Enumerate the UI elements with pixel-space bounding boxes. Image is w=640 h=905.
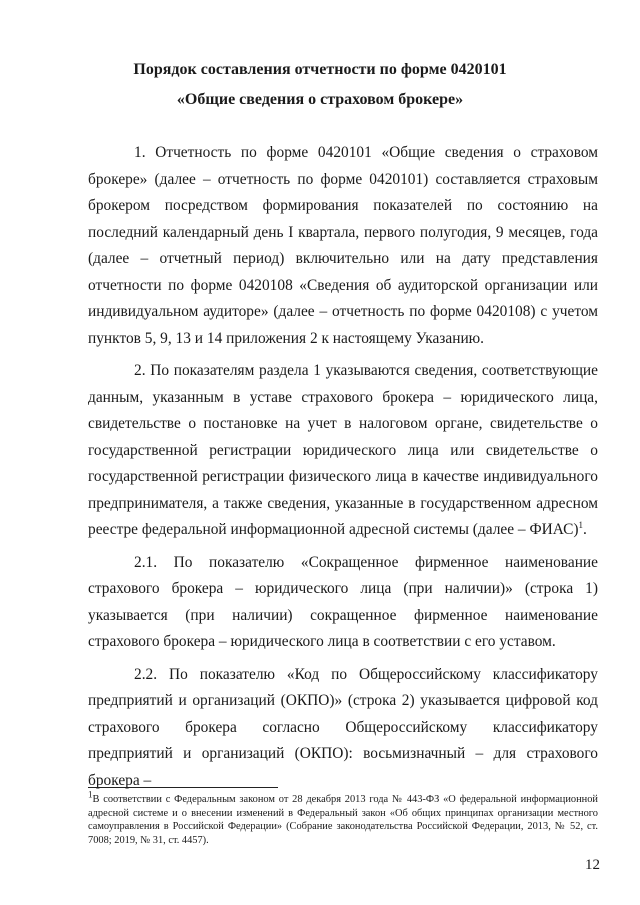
document-title-line2: «Общие сведения о страховом брокере»: [176, 91, 464, 108]
footnote: [88, 789, 598, 847]
footnote-text: В соответствии с Федеральным законом от 28 декабря 2013 года № 443-ФЗ «О федеральной информационной адресной системе и о внесении изменений в Федеральный закон «Об общих принципах организации местного самоуправления в Российской Федерации» (Собрание законодательства Российской Федерации, 2013, № 52, ст. 7008; 2019, № 31, ст. 4457).: [88, 794, 598, 846]
paragraph-2-2: [88, 662, 598, 795]
paragraph-1: [88, 140, 598, 352]
paragraph-2-end: .: [582, 521, 587, 538]
page-number: 12: [585, 857, 600, 873]
footnote-reference[interactable]: 1: [578, 519, 583, 530]
document-body: [88, 140, 598, 800]
paragraph-1-text: 1. Отчетность по форме 0420101 «Общие сведения о страховом брокере» (далее – отчетность по форме 0420101) составляется страховым брокером посредством формирования показателей по состоянию на последний календарный день I квартала, первого полугодия, 9 месяцев, года (далее – отчетный период) включительно или на дату представления отчетности по форме 0420108 «Сведения об аудиторской организации или индивидуальном аудиторе» (далее – отчетность по форме 0420108) с учетом пунктов 5, 9, 13 и 14 приложения 2 к настоящему Указанию.: [88, 144, 598, 347]
footnote-mark: 1: [88, 789, 93, 800]
paragraph-2-1-text: 2.1. По показателю «Сокращенное фирменное наименование страхового брокера – юридического лица (при наличии)» (строка 1) указывается (при наличии) сокращенное фирменное наименование страхового брокера – юридического лица в соответствии с его уставом.: [88, 553, 598, 650]
paragraph-2-text: 2. По показателям раздела 1 указываются сведения, соответствующие данным, указанным в уставе страхового брокера – юридического лица, свидетельстве о постановке на учет в налоговом органе, свидетельстве о государственной регистрации юридического лица или свидетельстве о государственной регистрации физического лица в качестве индивидуального предпринимателя, а также сведения, указанные в государственном адресном реестре федеральной информационной адресной системы (далее – ФИАС): [88, 362, 598, 538]
paragraph-2-2-text: 2.2. По показателю «Код по Общероссийскому классификатору предприятий и организаций (ОКПО)» (строка 2) указывается цифровой код страхового брокера согласно Общероссийскому классификатору предприятий и организаций (ОКПО): восьмизначный – для страхового брокера –: [88, 665, 598, 789]
paragraph-2: [88, 358, 598, 544]
paragraph-2-1: [88, 550, 598, 656]
footnote-divider: [88, 787, 278, 788]
document-title-line1: Порядок составления отчетности по форме 0420101: [133, 61, 507, 78]
